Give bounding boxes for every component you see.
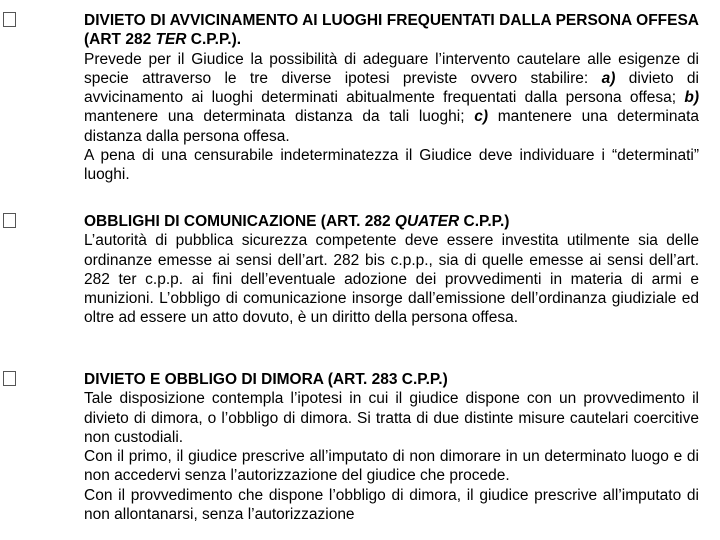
heading-text-end: C.P.P.). — [186, 31, 242, 49]
option-text: divieto di avvicinamento ai luoghi determinati abitualmente frequentati dalla persona offesa; — [84, 69, 700, 107]
heading-text-end: C.P.P.) — [459, 213, 510, 230]
heading-text: OBBLIGHI DI COMUNICAZIONE (ART. 282 — [84, 213, 395, 230]
paragraph: L’autorità di pubblica sicurezza competente deve essere investita utilmente sia delle ordinanze emesse ai sensi dell’art. 282 bis c.p.p., sia di quelle emesse ai sensi dell’art. 282 ter c.p.p. ai fini dell’eventuale adozione dei provvedimenti in materia di armi e munizioni. L’obbligo di comunicazione insorge dall’emissione dell’ordinanza giudiziale ed oltre ad essere un atto dovuto, è un diritto della persona offesa. — [84, 232, 699, 327]
heading-text: DIVIETO DI AVVICINAMENTO AI LUOGHI FREQUENTATI DALLA PERSONA OFFESA (ART 282 — [84, 12, 699, 49]
checkbox-bullet-icon — [3, 213, 16, 228]
bullet-text — [84, 11, 699, 185]
option-label: b) — [684, 89, 699, 107]
heading-emphasis: TER — [155, 31, 187, 49]
option-text: mantenere una determinata distanza dalla persona offesa. — [84, 108, 700, 145]
paragraph — [84, 50, 699, 146]
heading-emphasis: QUATER — [394, 213, 460, 230]
paragraph: A pena di una censurabile indeterminatezza il Giudice deve individuare i “determinati” luoghi. — [84, 147, 699, 184]
option-text: mantenere una determinata distanza da tali luoghi; — [84, 108, 475, 126]
checkbox-bullet-icon — [3, 12, 16, 27]
section-heading — [84, 11, 699, 50]
option-label: c) — [474, 108, 489, 126]
section-heading: DIVIETO E OBBLIGO DI DIMORA (ART. 283 C.P.P.) — [84, 371, 448, 388]
paragraph: Tale disposizione contempla l’ipotesi in cui il giudice dispone con un provvedimento il divieto di dimora, o l’obbligo di dimora. Si tratta di due distinte misure cautelari coercitive non custodiali. — [84, 390, 699, 446]
checkbox-bullet-icon — [3, 371, 16, 386]
option-label: a) — [601, 69, 616, 87]
paragraph: Con il primo, il giudice prescrive all’imputato di non dimorare in un determinato luogo e di non accedervi senza l’autorizzazione del giudice che procede. — [84, 448, 699, 485]
bullet-text — [84, 370, 699, 524]
bullet-text — [84, 212, 699, 328]
section-heading — [84, 212, 699, 231]
paragraph-text: Prevede per il Giudice la possibilità di adeguare l’intervento cautelare alle esigenze di specie attraverso le tre diverse ipotesi previste ovvero stabilire: — [84, 50, 699, 87]
paragraph: Con il provvedimento che dispone l’obbligo di dimora, il giudice prescrive all’imputato di non allontanarsi, senza l’autorizzazione — [84, 486, 699, 524]
